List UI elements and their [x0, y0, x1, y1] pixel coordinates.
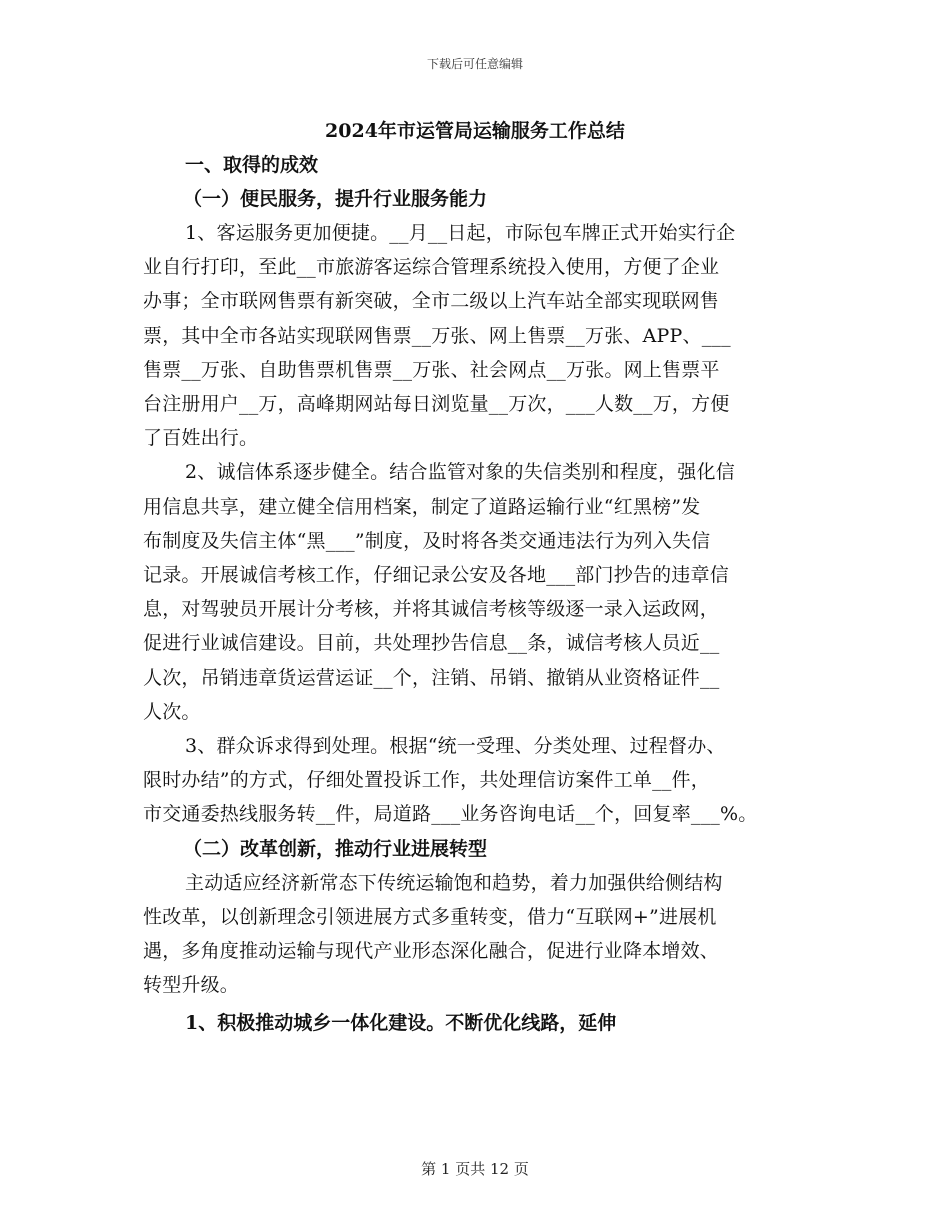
- section-heading: 一、取得的成效: [185, 154, 319, 176]
- text-line: 1、客运服务更加便捷。__月__日起，市际包车牌正式开始实行企: [185, 222, 736, 244]
- text-line: 业自行打印，至此__市旅游客运综合管理系统投入使用，方便了企业: [143, 256, 720, 279]
- text-line: 办事；全市联网售票有新突破，全市二级以上汽车站全部实现联网售: [143, 290, 720, 313]
- text-line: 市交通委热线服务转__件，局道路___业务咨询电话__个，回复率___%。: [143, 803, 758, 826]
- text-line: 了百姓出行。: [143, 427, 259, 450]
- item-heading: 1、积极推动城乡一体化建设。不断优化线路，延伸: [185, 1012, 617, 1035]
- page-header: 下载后可任意编辑: [426, 57, 523, 71]
- text-line: 票，其中全市各站实现联网售票__万张、网上售票__万张、APP、___: [143, 324, 731, 347]
- text-line: 主动适应经济新常态下传统运输饱和趋势，着力加强供给侧结构: [185, 871, 723, 894]
- text-line: 转型升级。: [143, 974, 240, 997]
- paragraph-1: [143, 216, 818, 455]
- subsection-heading: （二）改革创新，推动行业进展转型: [183, 837, 488, 860]
- text-line: 售票__万张、自助售票机售票__万张、社会网点__万张。网上售票平: [143, 358, 720, 381]
- page-footer: 第 1 页共 12 页: [421, 1160, 529, 1178]
- document-body: [143, 148, 818, 1040]
- paragraph-2: [143, 455, 818, 729]
- text-line: 记录。开展诚信考核工作，仔细记录公安及各地___部门抄告的违章信: [143, 564, 729, 587]
- text-line: 限时办结”的方式，仔细处置投诉工作，共处理信访案件工单__件，: [143, 769, 710, 792]
- text-line: 人次。: [143, 700, 201, 723]
- text-line: 用信息共享，建立健全信用档案，制定了道路运输行业“红黑榜”发: [143, 495, 701, 518]
- text-line: 3、群众诉求得到处理。根据“统一受理、分类处理、过程督办、: [185, 735, 726, 758]
- paragraph-3: [143, 729, 818, 832]
- text-line: 遇，多角度推动运输与现代产业形态深化融合，促进行业降本增效、: [143, 940, 720, 963]
- text-line: 促进行业诚信建设。目前，共处理抄告信息__条，诚信考核人员近__: [143, 632, 720, 655]
- text-line: 息，对驾驶员开展计分考核，并将其诚信考核等级逐一录入运政网，: [143, 598, 720, 621]
- paragraph-4: [143, 866, 818, 1003]
- text-line: 人次，吊销违章货运营运证__个，注销、吊销、撤销从业资格证件__: [143, 666, 720, 689]
- document-title: 2024年市运管局运输服务工作总结: [325, 120, 625, 142]
- text-line: 布制度及失信主体“黑___”制度，及时将各类交通违法行为列入失信: [143, 529, 711, 552]
- subsection-heading: （一）便民服务，提升行业服务能力: [183, 188, 488, 210]
- text-line: 性改革，以创新理念引领进展方式多重转变，借力“互联网+”进展机: [143, 905, 717, 928]
- text-line: 2、诚信体系逐步健全。结合监管对象的失信类别和程度，强化信: [185, 461, 735, 484]
- text-line: 台注册用户__万，高峰期网站每日浏览量__万次，___人数__万，方便: [143, 393, 730, 416]
